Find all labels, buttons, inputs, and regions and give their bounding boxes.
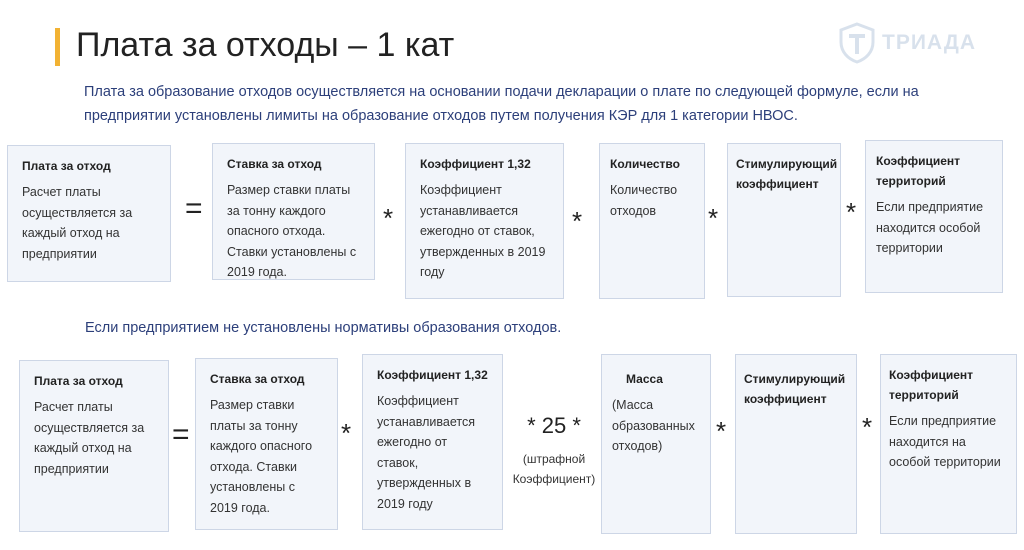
equals-sign: = (172, 418, 190, 451)
box-text: Расчет платы осуществляется за каждый отход на предприятии (22, 185, 133, 261)
formula2-box-territory (880, 354, 1017, 534)
box-text: Если предприятие находится на особой территории (889, 414, 1001, 469)
box-text: Размер ставки платы за тонну каждого опасного отхода. Ставки установлены с 2019 года. (227, 183, 357, 279)
shield-logo-icon (838, 22, 876, 64)
box-title: Ставка за отход (227, 157, 322, 171)
equals-sign: = (185, 192, 203, 225)
multiply-sign: * (708, 203, 719, 233)
box-text: Коэффициент устанавливается ежегодно от ставок, утвержденных в 2019 году (420, 183, 546, 279)
multiply-sign: * (572, 206, 583, 236)
box-title: Стимулирующий коэффициент (744, 372, 846, 406)
intro-paragraph: Плата за образование отходов осуществляется на основании подачи декларации о плате по следующей формуле, если на предприятии установлены лимиты на образование отходов путем получения КЭР для 1 категории НВОС. (84, 84, 919, 124)
formula1-box-quantity (599, 143, 705, 299)
company-logo (838, 22, 976, 64)
box-text: Коэффициент устанавливается ежегодно от ставок, утвержденных в 2019 году (377, 394, 475, 511)
formula2-box-mass (601, 354, 711, 534)
box-title: Коэффициент 1,32 (420, 157, 531, 171)
formula2-box-coefficient (362, 354, 503, 530)
formula1-box-stimulating (727, 143, 841, 297)
multiply-sign: * (341, 418, 352, 448)
box-title: Масса (626, 372, 663, 386)
box-text: Размер ставки платы за тонну каждого опасного отхода. Ставки установлены с 2019 года. (210, 398, 313, 515)
box-title: Ставка за отход (210, 372, 305, 386)
subintro-paragraph: Если предприятием не установлены нормативы образования отходов. (85, 320, 562, 336)
formula1-box-territory (865, 140, 1003, 293)
box-text: Если предприятие находится особой территории (876, 200, 984, 255)
logo-text: ТРИАДА (882, 31, 976, 54)
box-text: Расчет платы осуществляется за каждый отход на предприятии (34, 400, 145, 476)
box-title: Плата за отход (22, 159, 111, 173)
formula2-box-stimulating (735, 354, 857, 534)
multiply-sign: * (383, 203, 394, 233)
page-title: Плата за отходы – 1 кат (76, 26, 455, 64)
formula1-box-fee (7, 145, 171, 282)
title-accent-bar (55, 28, 60, 66)
box-title: Стимулирующий коэффициент (736, 157, 838, 191)
formula1-box-rate (212, 143, 375, 280)
box-title: Плата за отход (34, 374, 123, 388)
box-title: Коэффициент территорий (889, 368, 974, 402)
formula2-box-rate (195, 358, 338, 530)
penalty-value: * 25 * (527, 413, 581, 438)
box-text: (Масса образованных отходов) (612, 398, 695, 453)
box-title: Количество (610, 157, 680, 171)
formula2-box-fee (19, 360, 169, 532)
box-title: Коэффициент территорий (876, 154, 961, 188)
formula1-box-coefficient (405, 143, 564, 299)
penalty-note: (штрафной Коэффициент) (512, 452, 596, 486)
multiply-sign: * (862, 412, 873, 442)
box-title: Коэффициент 1,32 (377, 368, 488, 382)
box-text: Количество отходов (610, 183, 678, 218)
penalty-coefficient (508, 413, 600, 489)
multiply-sign: * (716, 416, 727, 446)
multiply-sign: * (846, 197, 857, 227)
